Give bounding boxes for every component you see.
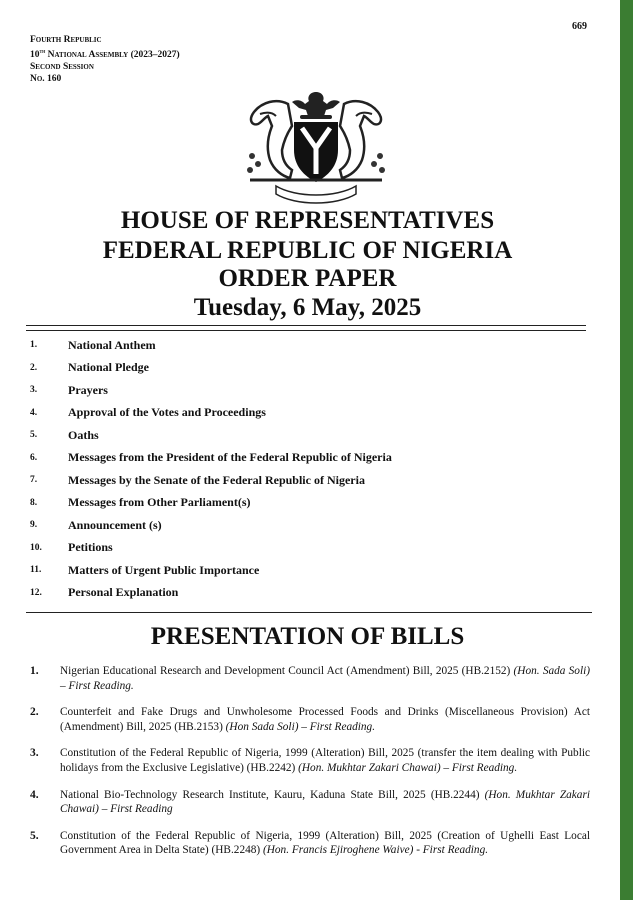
- item-number: 11.: [30, 565, 42, 576]
- bill-item: [30, 705, 590, 734]
- bill-text: National Bio-Technology Research Institute, Kauru, Kaduna State Bill, 2025 (HB.2244) (Hon. Mukhtar Zakari Chawai) – First Reading: [60, 788, 590, 816]
- section-divider: [26, 612, 592, 613]
- session-info: [30, 34, 180, 85]
- bill-item: [30, 788, 590, 817]
- green-margin-bar: [620, 0, 633, 900]
- item-number: 6.: [30, 452, 38, 463]
- margin-bar-edge: [619, 0, 620, 900]
- item-number: 3.: [30, 385, 38, 396]
- bill-sponsor: (Hon Sada Soli) – First Reading.: [225, 720, 376, 733]
- list-item: [30, 357, 590, 380]
- bill-number: 2.: [30, 706, 39, 719]
- item-number: 12.: [30, 587, 42, 598]
- item-number: 8.: [30, 497, 38, 508]
- order-of-business: [30, 334, 590, 604]
- list-item: [30, 469, 590, 492]
- section-title: PRESENTATION OF BILLS: [150, 623, 465, 650]
- paper-number: No. 160: [30, 74, 62, 85]
- list-item: [30, 537, 590, 560]
- bill-sponsor: (Hon. Francis Ejiroghene Waive) - First Reading.: [262, 844, 489, 857]
- item-label: Messages by the Senate of the Federal Republic of Nigeria: [68, 472, 365, 487]
- list-item: [30, 402, 590, 425]
- bill-sponsor: (Hon. Sada Soli) – First Reading.: [60, 665, 590, 692]
- bill-text: Constitution of the Federal Republic of Nigeria, 1999 (Alteration) Bill, 2025 (Creation of Ughelli East Local Government Area in Delta State) (HB.2248) (Hon. Francis Ejiroghene Waive) - First Reading.: [60, 829, 590, 857]
- bill-sponsor: (Hon. Mukhtar Zakari Chawai) – First Reading: [60, 788, 590, 816]
- bill-number: 1.: [30, 665, 39, 677]
- list-item: [30, 447, 590, 470]
- item-number: 1.: [30, 340, 38, 351]
- item-label: National Anthem: [68, 337, 156, 352]
- document-title: ORDER PAPER: [218, 265, 397, 292]
- item-label: National Pledge: [68, 360, 149, 375]
- item-label: Oaths: [68, 427, 99, 442]
- double-divider: [26, 325, 586, 331]
- item-number: 2.: [30, 362, 38, 373]
- list-item: [30, 582, 590, 605]
- house-title: HOUSE OF REPRESENTATIVES: [120, 207, 495, 234]
- item-label: Messages from Other Parliament(s): [68, 495, 251, 510]
- page-number: 669: [572, 21, 587, 32]
- republic-title: FEDERAL REPUBLIC OF NIGERIA: [102, 237, 513, 264]
- list-item: [30, 492, 590, 515]
- item-label: Personal Explanation: [68, 585, 179, 600]
- session-label: Second Session: [30, 62, 94, 73]
- list-item: [30, 559, 590, 582]
- item-label: Approval of the Votes and Proceedings: [68, 405, 266, 420]
- bill-text: Nigerian Educational Research and Development Council Act (Amendment) Bill, 2025 (HB.2152) (Hon. Sada Soli) – First Reading.: [60, 665, 590, 692]
- bill-item: [30, 746, 590, 775]
- republic-label: Fourth Republic: [30, 35, 102, 45]
- item-label: Petitions: [68, 540, 113, 555]
- bill-text: Constitution of the Federal Republic of Nigeria, 1999 (Alteration) Bill, 2025 (transfer the item dealing with Public holidays from the Exclusive Legislative) (HB.2242) (Hon. Mukhtar Zakari Chawai) – First Reading.: [60, 747, 590, 774]
- item-label: Prayers: [68, 382, 108, 397]
- bill-number: 4.: [30, 788, 39, 801]
- list-item: [30, 379, 590, 402]
- item-number: 10.: [30, 542, 42, 553]
- bill-sponsor: (Hon. Mukhtar Zakari Chawai) – First Reading.: [298, 761, 518, 774]
- assembly-label: 10th National Assembly (2023–2027): [30, 49, 180, 61]
- item-number: 5.: [30, 430, 38, 441]
- list-item: [30, 334, 590, 357]
- bill-number: 3.: [30, 747, 39, 760]
- item-label: Matters of Urgent Public Importance: [68, 562, 260, 577]
- list-item: [30, 424, 590, 447]
- coat-of-arms-icon: [236, 86, 396, 206]
- bill-number: 5.: [30, 829, 39, 842]
- list-item: [30, 514, 590, 537]
- document-date: Tuesday, 6 May, 2025: [193, 294, 422, 321]
- item-number: 4.: [30, 407, 38, 418]
- item-label: Messages from the President of the Federal Republic of Nigeria: [68, 450, 392, 465]
- bill-item: [30, 664, 590, 693]
- item-label: Announcement (s): [68, 517, 162, 532]
- item-number: 7.: [30, 475, 38, 486]
- bills-list: [30, 664, 590, 870]
- bill-item: [30, 829, 590, 858]
- item-number: 9.: [30, 520, 38, 531]
- bill-text: Counterfeit and Fake Drugs and Unwholesome Processed Foods and Drinks (Miscellaneous Provision) Act (Amendment) Bill, 2025 (HB.2153) (Hon Sada Soli) – First Reading.: [60, 706, 590, 733]
